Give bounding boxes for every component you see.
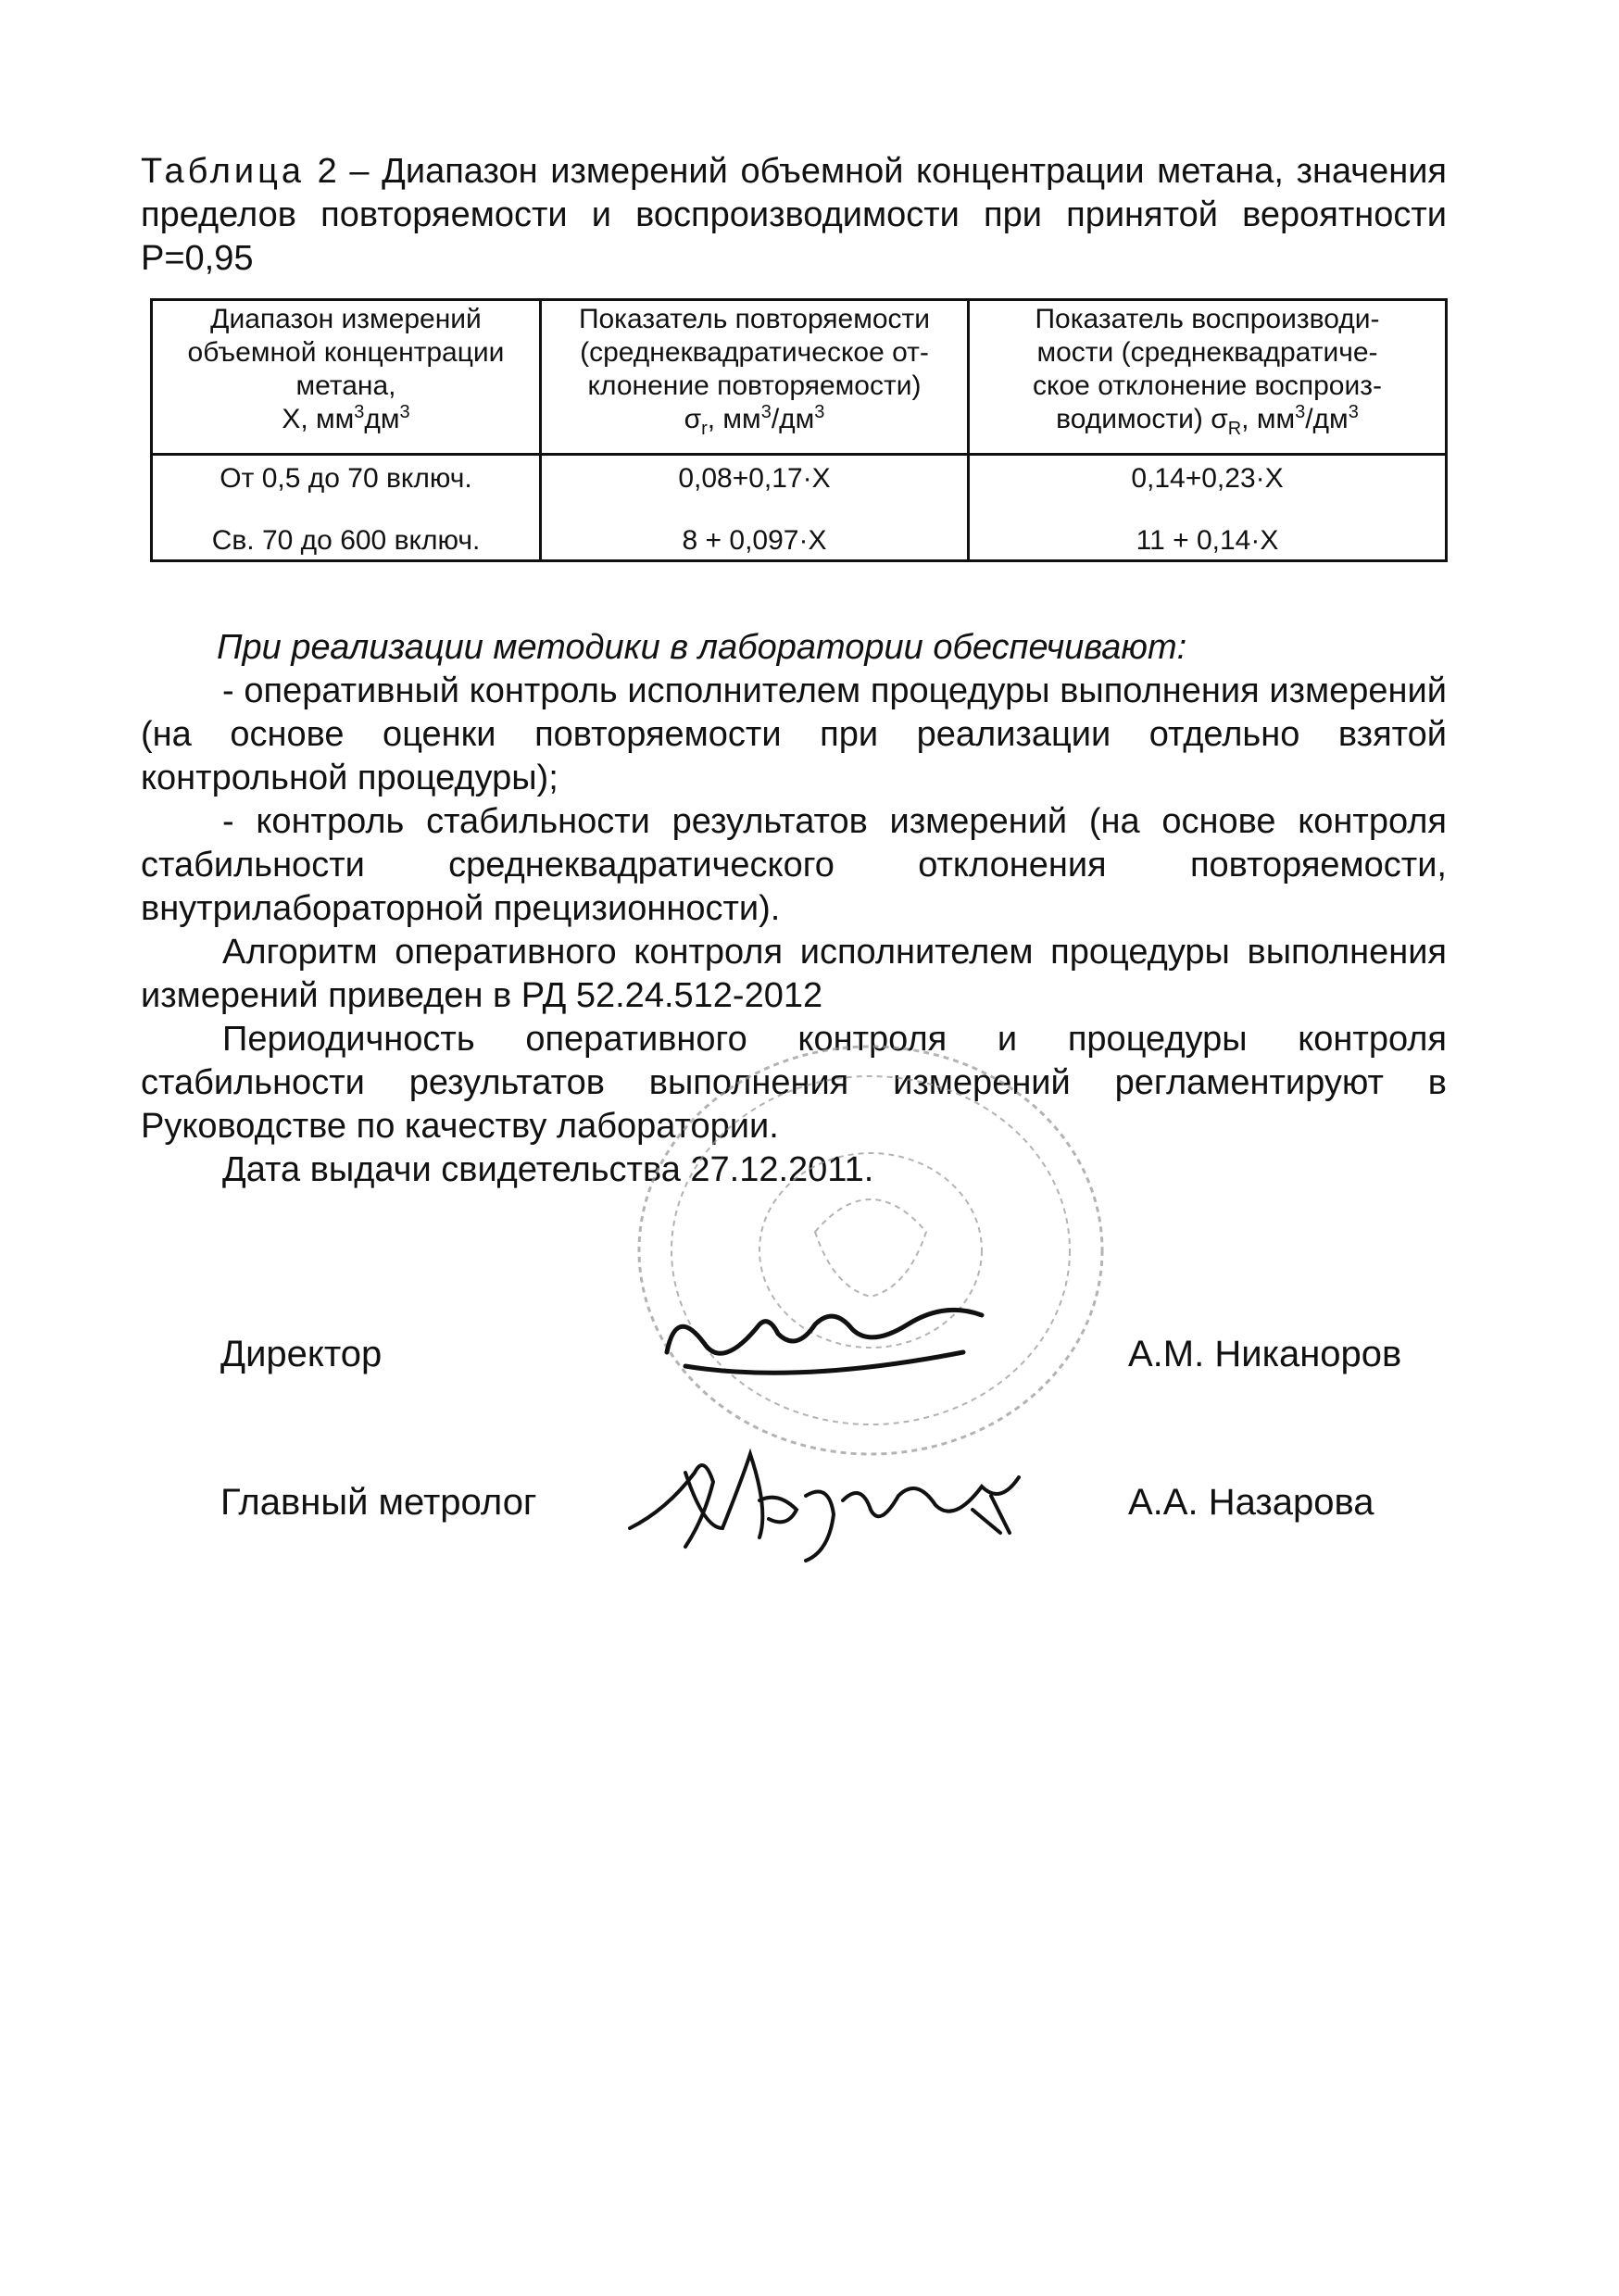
periodicity-paragraph: Периодичность оперативного контроля и процедуры контроля стабильности результатов выполнения измерений регламентируют в Руководстве по качеству лаборатории. — [141, 1020, 1447, 1146]
table-header-row — [152, 300, 1447, 455]
table-cell: 11 + 0,14·X — [969, 502, 1447, 561]
table-cell: 0,08+0,17·X — [541, 455, 969, 503]
table-cell: От 0,5 до 70 включ. — [152, 455, 541, 503]
metrologist-name: А.А. Назарова — [1128, 1482, 1374, 1523]
director-signature — [648, 1297, 1000, 1399]
director-title: Директор — [220, 1334, 383, 1374]
algorithm-paragraph: Алгоритм оперативного контроля исполнителем процедуры выполнения измерений приведен в РД 52.24.512-2012 — [141, 933, 1447, 1015]
list-item: - контроль стабильности результатов измерений (на основе контроля стабильности среднеквадратического отклонения повторяемости, внутрилабораторной прецизионности). — [141, 802, 1447, 928]
table-cell: 0,14+0,23·X — [969, 455, 1447, 503]
table-cell: 8 + 0,097·X — [541, 502, 969, 561]
intro-paragraph: При реализации методики в лаборатории обеспечивают: — [217, 628, 1187, 667]
list-item: - оперативный контроль исполнителем процедуры выполнения измерений (на основе оценки повторяемости при реализации отдельно взятой контрольной процедуры); — [141, 671, 1447, 797]
measurement-table — [150, 298, 1448, 562]
table-caption — [141, 150, 1447, 281]
table-row — [152, 455, 1447, 503]
issue-date: Дата выдачи свидетельства 27.12.2011. — [222, 1150, 874, 1189]
caption-label: Таблица — [141, 152, 305, 191]
director-name: А.М. Никаноров — [1128, 1334, 1402, 1374]
caption-text: 2 – Диапазон измерений объемной концентрации метана, значения пределов повторяемости и воспроизводимости при принятой вероятности Р=0,95 — [141, 152, 1447, 278]
table-row — [152, 502, 1447, 561]
metrologist-title: Главный метролог — [220, 1482, 537, 1523]
header-repeatability: Показатель повторяемости (среднеквадратическое от- клонение повторяемости) $\sigma_r$, $мм^3/дм^3$ — [541, 300, 969, 455]
header-reproducibility: Показатель воспроизводи- мости (среднеквадратиче- ское отклонение воспроиз- водимости) $\sigma_R$, $мм^3/дм^3$ — [969, 300, 1447, 455]
metrologist-signature — [621, 1445, 1084, 1565]
header-range: Диапазон измерений объемной концентрации метана, X, $мм^3дм^3$ — [152, 300, 541, 455]
table-cell: Св. 70 до 600 включ. — [152, 502, 541, 561]
